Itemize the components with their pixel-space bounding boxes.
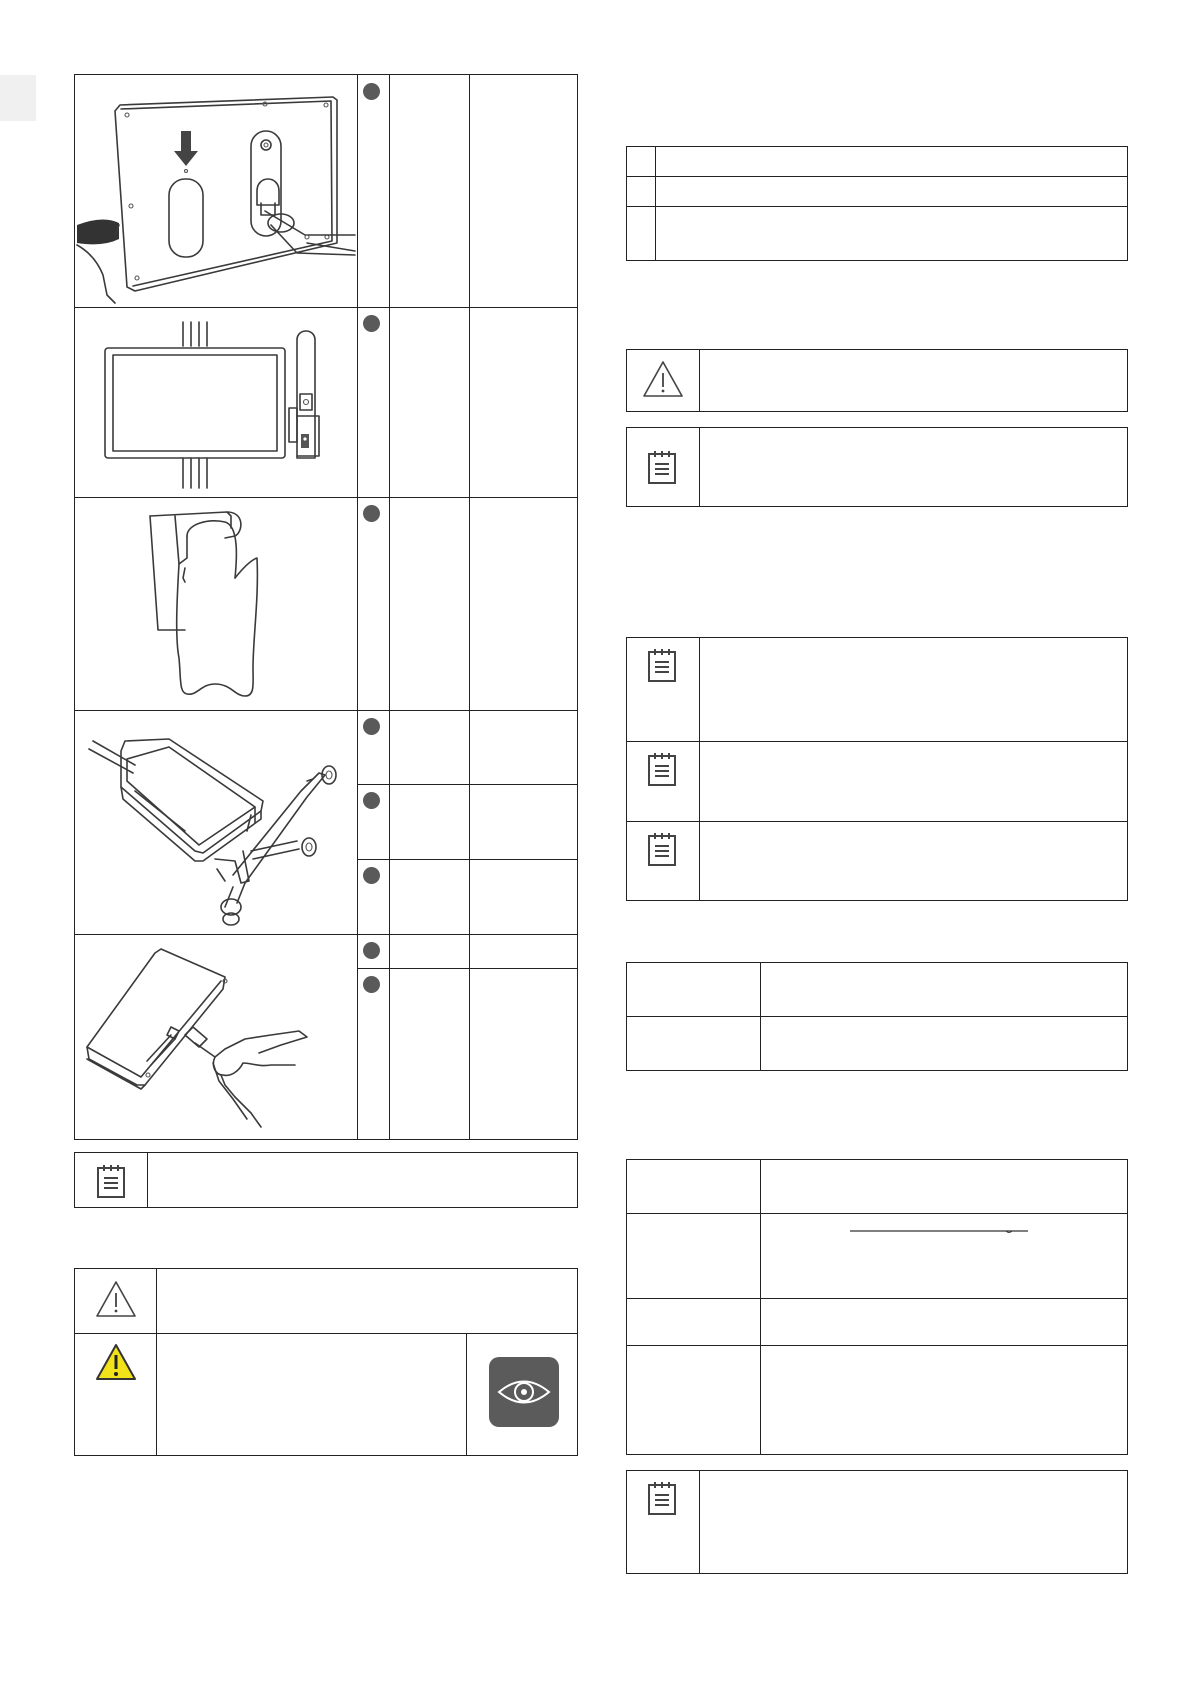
notepad-icon xyxy=(647,449,677,485)
monitor-with-scanner-holder-illustration xyxy=(75,308,357,497)
step-marker xyxy=(363,867,380,884)
notepad-icon xyxy=(647,831,677,867)
table-row-divider xyxy=(626,176,1128,177)
notepad-icon xyxy=(647,1480,677,1516)
spec-row-divider xyxy=(626,1298,1128,1299)
warning-triangle-outline-icon xyxy=(641,359,685,399)
notes-row-divider xyxy=(626,741,1128,742)
step-marker xyxy=(363,83,380,100)
step-marker xyxy=(363,792,380,809)
warning-divider xyxy=(156,1268,157,1456)
scanner-holder-illustration xyxy=(75,498,357,710)
step-marker xyxy=(363,505,380,522)
sub-row-divider xyxy=(357,784,578,785)
column-divider xyxy=(357,74,358,1140)
notepad-icon xyxy=(96,1163,126,1199)
spec-row-divider xyxy=(626,1016,1128,1017)
numbered-table xyxy=(626,146,1128,261)
notepad-icon xyxy=(647,647,677,683)
note-box xyxy=(74,1152,578,1208)
mounting-plate-illustration xyxy=(75,75,357,307)
notes-divider xyxy=(699,637,700,901)
spec-column-divider xyxy=(760,1159,761,1455)
warning-row-divider xyxy=(74,1333,578,1334)
note-divider xyxy=(699,427,700,507)
sub-row-divider xyxy=(357,859,578,860)
notes-row-divider xyxy=(626,821,1128,822)
step-marker xyxy=(363,315,380,332)
caution-divider xyxy=(699,349,700,412)
note-divider xyxy=(699,1470,700,1574)
warning-divider xyxy=(466,1333,467,1456)
step-marker xyxy=(363,942,380,959)
computer-on-cart-illustration xyxy=(75,711,357,934)
caution-box xyxy=(626,349,1128,412)
notepad-icon xyxy=(647,751,677,787)
underline-mark xyxy=(848,1228,1030,1234)
cable-connection-illustration xyxy=(75,935,357,1140)
eye-icon xyxy=(489,1357,559,1427)
spec-row-divider xyxy=(626,1213,1128,1214)
spec-table xyxy=(626,1159,1128,1455)
spec-row-divider xyxy=(626,1345,1128,1346)
side-tab xyxy=(0,75,36,121)
step-marker xyxy=(363,718,380,735)
table-row-divider xyxy=(626,206,1128,207)
number-column-divider xyxy=(655,146,656,261)
note-box xyxy=(626,427,1128,507)
column-divider xyxy=(469,74,470,1140)
column-divider xyxy=(389,74,390,1140)
warning-triangle-outline-icon xyxy=(94,1279,138,1319)
step-marker xyxy=(363,976,380,993)
notes-group xyxy=(626,637,1128,901)
note-box xyxy=(626,1470,1128,1574)
note-divider xyxy=(147,1152,148,1208)
warning-triangle-yellow-icon xyxy=(94,1342,138,1382)
sub-row-divider xyxy=(357,968,578,969)
